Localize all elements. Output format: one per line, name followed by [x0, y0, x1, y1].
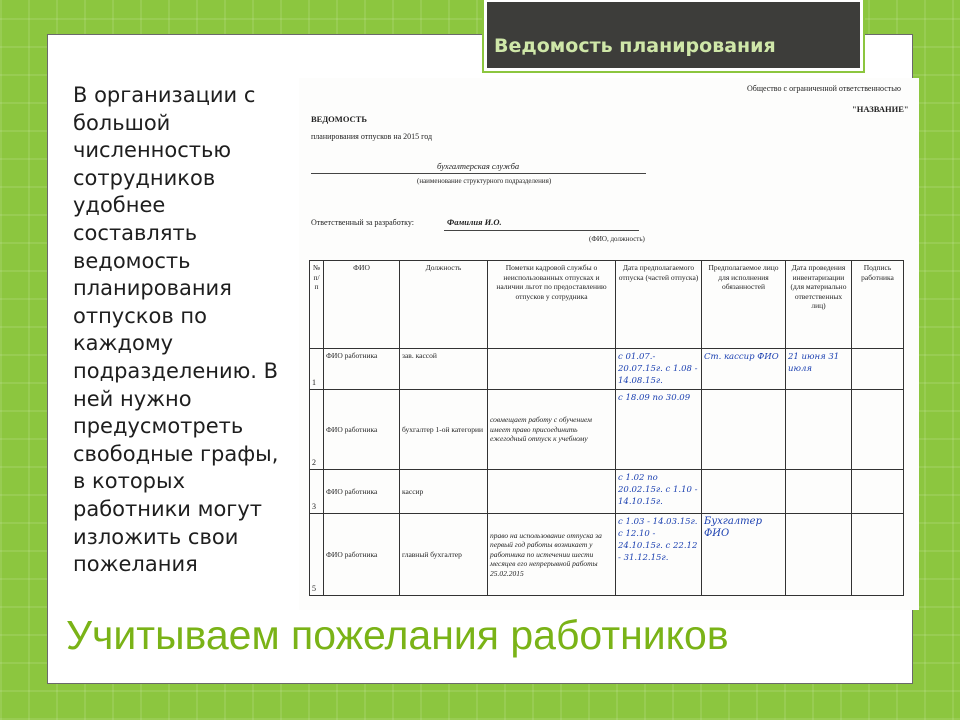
slide-subtitle: Учитываем пожелания работников: [66, 612, 729, 658]
responsible-line: [444, 230, 639, 231]
col-header-number: № п/п: [310, 261, 324, 349]
col-header-inventory: Дата проведения инвентаризации (для материально ответственных лиц): [786, 261, 852, 349]
row-substitute: [702, 390, 786, 470]
row-name: ФИО работника: [324, 514, 400, 596]
row-number: 5: [310, 514, 324, 596]
row-inventory: [786, 470, 852, 514]
row-signature: [852, 390, 904, 470]
row-signature: [852, 514, 904, 596]
row-name: ФИО работника: [324, 390, 400, 470]
doc-heading: ВЕДОМОСТЬ: [311, 114, 367, 124]
row-dates: с 1.02 по 20.02.15г. с 1.10 - 14.10.15г.: [616, 470, 702, 514]
row-signature: [852, 349, 904, 390]
row-substitute: Бухгалтер ФИО: [702, 514, 786, 596]
row-number: 3: [310, 470, 324, 514]
department-value: бухгалтерская служба: [437, 161, 520, 171]
row-number: 1: [310, 349, 324, 390]
vacation-table: [309, 260, 904, 596]
col-header-notes: Пометки кадровой службы о неиспользованных отпусках и наличии льгот по предоставлению отпусков у сотрудника: [488, 261, 616, 349]
responsible-label: Ответственный за разработку:: [311, 218, 415, 227]
table-row: [310, 514, 904, 596]
row-dates: с 18.09 по 30.09: [616, 390, 702, 470]
col-header-position: Должность: [400, 261, 488, 349]
row-notes: право на использование отпуска за первый год работы возникает у работника по истечении шести месяцев его непрерывной работы 25.02.2015: [488, 514, 616, 596]
col-header-dates: Дата предполагаемого отпуска (частей отпуска): [616, 261, 702, 349]
row-notes: [488, 349, 616, 390]
department-caption: (наименование структурного подразделения): [417, 177, 552, 185]
row-position: главный бухгалтер: [400, 514, 488, 596]
row-dates: с 01.07.- 20.07.15г. с 1.08 - 14.08.15г.: [616, 349, 702, 390]
row-substitute: [702, 470, 786, 514]
doc-heading-sub: планирования отпусков на 2015 год: [311, 132, 433, 141]
row-name: ФИО работника: [324, 349, 400, 390]
org-name: Общество с ограниченной ответственностью: [747, 84, 901, 93]
table-row: [310, 390, 904, 470]
slide-body-text: В организации с большой численностью сотрудников удобнее составлять ведомость планирования отпусков по каждому подразделению. В ней нужно предусмотреть свободные графы, в которых работники могут изложить свои пожелания: [73, 83, 279, 577]
row-dates: с 1.03 - 14.03.15г. с 12.10 - 24.10.15г. с 22.12 - 31.12.15г.: [616, 514, 702, 596]
row-position: зав. кассой: [400, 349, 488, 390]
row-position: кассир: [400, 470, 488, 514]
table-row: [310, 349, 904, 390]
slide-title: Ведомость планирования: [494, 35, 776, 57]
table-row: [310, 470, 904, 514]
responsible-value: Фамилия И.О.: [447, 217, 502, 227]
row-inventory: [786, 514, 852, 596]
document-scan: [299, 78, 919, 610]
row-number: 2: [310, 390, 324, 470]
col-header-name: ФИО: [324, 261, 400, 349]
row-name: ФИО работника: [324, 470, 400, 514]
row-position: бухгалтер 1-ой категории: [400, 390, 488, 470]
org-title: "НАЗВАНИЕ": [852, 104, 909, 114]
row-inventory: [786, 390, 852, 470]
responsible-caption: (ФИО, должность): [589, 235, 645, 243]
row-signature: [852, 470, 904, 514]
row-notes: совмещает работу с обучением имеет право присоединить ежегодный отпуск к учебному: [488, 390, 616, 470]
row-inventory: 21 июня 31 июля: [786, 349, 852, 390]
col-header-substitute: Предполагаемое лицо для исполнения обязанностей: [702, 261, 786, 349]
row-substitute: Ст. кассир ФИО: [702, 349, 786, 390]
department-line: [311, 173, 646, 174]
col-header-signature: Подпись работника: [852, 261, 904, 349]
row-notes: [488, 470, 616, 514]
